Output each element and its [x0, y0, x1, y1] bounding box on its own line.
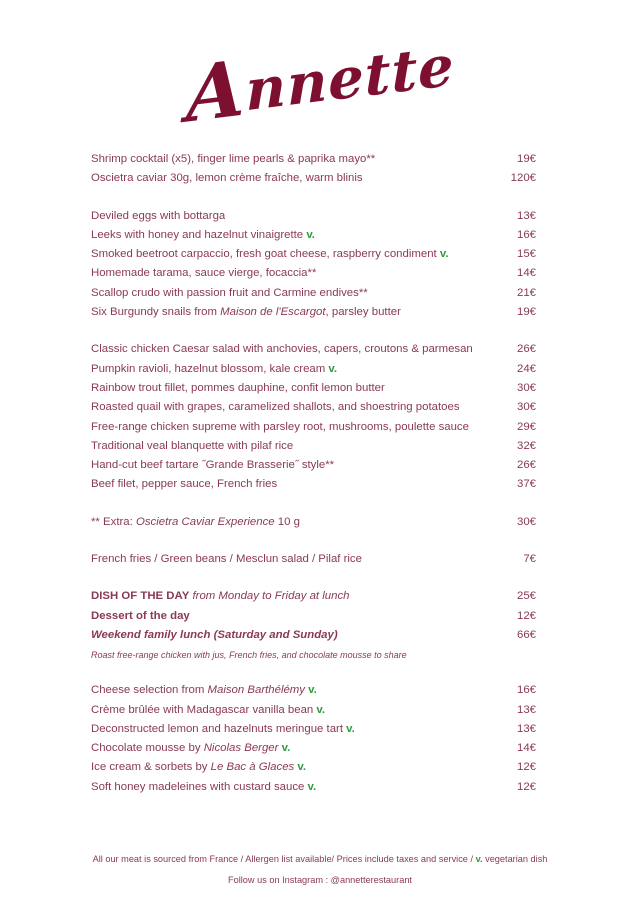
menu-item-row — [91, 626, 536, 645]
menu-item-price: 12€ — [516, 609, 536, 622]
menu-item-price: 26€ — [516, 459, 536, 472]
vegetarian-marker: v. — [328, 362, 338, 375]
vegetarian-marker: v. — [346, 722, 355, 735]
item-text-run: Traditional veal blanquette with pilaf rice — [91, 439, 294, 452]
item-text-run: vegetarian dish — [482, 854, 548, 864]
menu-item-row — [91, 758, 536, 777]
menu-item-price: 26€ — [516, 343, 536, 356]
menu-item-price: 37€ — [516, 478, 536, 491]
logo-rest: nnette — [244, 32, 455, 125]
logo-initial: A — [184, 42, 247, 140]
menu-item-price: 24€ — [516, 362, 536, 375]
menu-item-row — [91, 778, 536, 797]
menu-item-name — [91, 475, 277, 494]
menu-item-row — [91, 169, 536, 188]
menu-section-sides — [91, 550, 536, 569]
item-text-run: Roasted quail with grapes, caramelized shallots, and shoestring potatoes — [91, 401, 460, 414]
item-text-run: Smoked beetroot carpaccio, fresh goat cheese, raspberry condiment — [91, 248, 440, 261]
menu-item-price: 21€ — [516, 286, 536, 299]
menu-item-row — [91, 245, 536, 264]
menu-item-row — [91, 150, 536, 169]
menu-item-row — [91, 587, 536, 606]
menu-item-row — [91, 418, 536, 437]
menu-item-price: 120€ — [510, 172, 536, 185]
menu-item-price: 32€ — [516, 439, 536, 452]
item-text-run: French fries / Green beans / Mesclun salad / Pilaf rice — [91, 553, 362, 566]
vegetarian-marker: v. — [475, 854, 483, 864]
item-text-run: from Monday to Friday at lunch — [192, 590, 350, 603]
menu-item-name — [91, 587, 350, 606]
menu-item-row — [91, 607, 536, 626]
menu-item-name — [91, 303, 401, 322]
menu-item-row — [91, 207, 536, 226]
menu-item-price: 13€ — [516, 209, 536, 222]
menu-item-price: 13€ — [516, 703, 536, 716]
menu-item-price: 30€ — [516, 381, 536, 394]
vegetarian-marker: v. — [297, 761, 307, 774]
item-text-run: Oscietra Caviar Experience — [135, 515, 275, 528]
menu-footer — [0, 849, 640, 891]
menu-item-name — [91, 207, 225, 226]
menu-item-name — [91, 340, 473, 359]
item-text-run: Maison Barthélémy — [207, 684, 305, 697]
menu-item-name — [91, 701, 325, 720]
item-text-run: Scallop crudo with passion fruit and Carmine endives** — [91, 286, 368, 299]
menu-item-name — [91, 264, 316, 283]
item-text-run: Soft honey madeleines with custard sauce — [91, 780, 308, 793]
menu-item-row — [91, 226, 536, 245]
item-text-run: Ice cream & sorbets by — [91, 761, 211, 774]
item-text-run: ** Extra: — [91, 515, 136, 528]
item-text-run: Cheese selection from — [91, 684, 208, 697]
item-text-run: Hand-cut beef tartare ˝Grande Brasserie˝ style** — [91, 459, 335, 472]
menu-item-note: Roast free-range chicken with jus, French fries, and chocolate mousse to share — [91, 650, 407, 661]
vegetarian-marker: v. — [439, 248, 449, 261]
menu-item-row — [91, 456, 536, 475]
item-text-run: Nicolas Berger — [203, 742, 279, 755]
menu-item-price: 29€ — [516, 420, 536, 433]
menu-item-row — [91, 437, 536, 456]
menu-sections — [0, 150, 640, 797]
menu-item-name — [91, 360, 337, 379]
item-text-run: Le Bac à Glaces — [210, 761, 295, 774]
menu-item-name — [91, 550, 362, 569]
item-text-run: All our meat is sourced from France / Allergen list available/ Prices include taxes and service / — [92, 854, 476, 864]
vegetarian-marker: v. — [308, 684, 317, 697]
menu-section-dish-of-the-day — [91, 587, 536, 663]
menu-item-price: 15€ — [516, 248, 536, 261]
menu-item-row — [91, 284, 536, 303]
restaurant-logo — [184, 32, 455, 140]
item-text-run: Dessert of the day — [91, 609, 190, 622]
item-text-run: Deviled eggs with bottarga — [91, 209, 226, 222]
menu-item-row — [91, 701, 536, 720]
item-text-run: Free-range chicken supreme with parsley root, mushrooms, poulette sauce — [91, 420, 469, 433]
item-text-run: Chocolate mousse by — [91, 742, 204, 755]
menu-item-name — [91, 226, 315, 245]
menu-item-row — [91, 360, 536, 379]
vegetarian-marker: v. — [306, 228, 315, 241]
menu-item-price: 12€ — [516, 761, 536, 774]
item-text-run: Six Burgundy snails from — [91, 306, 221, 319]
menu-item-price: 16€ — [516, 228, 536, 241]
item-text-run: Shrimp cocktail (x5), finger lime pearls & paprika mayo** — [91, 153, 376, 165]
menu-item-price: 30€ — [516, 515, 536, 528]
menu-item-price: 7€ — [523, 553, 536, 566]
item-text-run: Homemade tarama, sauce vierge, focaccia** — [91, 267, 317, 280]
menu-item-name — [91, 681, 317, 700]
menu-item-name — [91, 626, 338, 645]
menu-item-price: 30€ — [516, 401, 536, 414]
menu-item-name — [91, 607, 190, 626]
menu-item-row — [91, 550, 536, 569]
item-text-run: Leeks with honey and hazelnut vinaigrette — [91, 228, 307, 241]
menu-item-name — [91, 284, 368, 303]
menu-item-row — [91, 303, 536, 322]
menu-item-name — [91, 739, 290, 758]
menu-item-name — [91, 245, 449, 264]
item-text-run: Crème brûlée with Madagascar vanilla bean — [91, 703, 317, 716]
restaurant-logo-area — [0, 0, 640, 150]
item-text-run: Maison de l'Escargot — [220, 306, 326, 319]
menu-item-name — [91, 758, 306, 777]
vegetarian-marker: v. — [281, 742, 291, 755]
menu-item-row — [91, 720, 536, 739]
menu-item-price: 16€ — [516, 684, 536, 697]
menu-item-row — [91, 513, 536, 532]
vegetarian-marker: v. — [307, 780, 317, 793]
item-text-run: Rainbow trout fillet, pommes dauphine, confit lemon butter — [91, 381, 385, 394]
menu-item-price: 19€ — [516, 306, 536, 319]
vegetarian-marker: v. — [316, 703, 326, 716]
item-text-run: Weekend family lunch (Saturday and Sunday) — [91, 628, 338, 641]
menu-item-price: 19€ — [516, 153, 536, 165]
menu-item-row — [91, 739, 536, 758]
menu-item-price: 25€ — [516, 590, 536, 603]
menu-item-price: 12€ — [516, 780, 536, 793]
menu-item-row — [91, 340, 536, 359]
item-text-run: Deconstructed lemon and hazelnuts meringue tart — [91, 722, 347, 735]
item-text-run: Beef filet, pepper sauce, French fries — [91, 478, 278, 491]
footer-disclaimer — [0, 849, 640, 870]
menu-item-price: 66€ — [516, 628, 536, 641]
item-text-run: 10 g — [274, 515, 300, 528]
menu-item-price: 14€ — [516, 267, 536, 280]
menu-item-price: 14€ — [516, 742, 536, 755]
menu-item-name — [91, 150, 375, 169]
menu-item-name — [91, 398, 460, 417]
item-text-run: , parsley butter — [325, 306, 401, 319]
menu-item-row — [91, 379, 536, 398]
menu-item-name — [91, 720, 355, 739]
menu-item-row — [91, 681, 536, 700]
menu-section-cheese-desserts — [91, 681, 536, 797]
item-text-run: Pumpkin ravioli, hazelnut blossom, kale cream — [91, 362, 329, 375]
menu-item-name — [91, 778, 316, 797]
menu-item-row — [91, 398, 536, 417]
menu-item-name — [91, 418, 469, 437]
menu-item-name — [91, 513, 300, 532]
menu-item-name — [91, 437, 293, 456]
menu-section-caviar-shellfish — [91, 150, 536, 189]
item-text-run: DISH OF THE DAY — [91, 590, 190, 603]
menu-section-main-courses — [91, 340, 536, 494]
menu-item-row — [91, 264, 536, 283]
menu-item-price: 13€ — [516, 722, 536, 735]
footer-instagram: Follow us on Instagram : @annetterestaurant — [228, 875, 412, 885]
menu-item-name — [91, 456, 334, 475]
item-text-run: Oscietra caviar 30g, lemon crème fraîche, warm blinis — [91, 172, 363, 185]
item-text-run: Classic chicken Caesar salad with anchovies, capers, croutons & parmesan — [91, 343, 473, 356]
menu-item-name — [91, 169, 363, 188]
menu-item-name — [91, 379, 385, 398]
menu-section-starters — [91, 207, 536, 323]
menu-section-extra — [91, 513, 536, 532]
menu-item-row — [91, 475, 536, 494]
